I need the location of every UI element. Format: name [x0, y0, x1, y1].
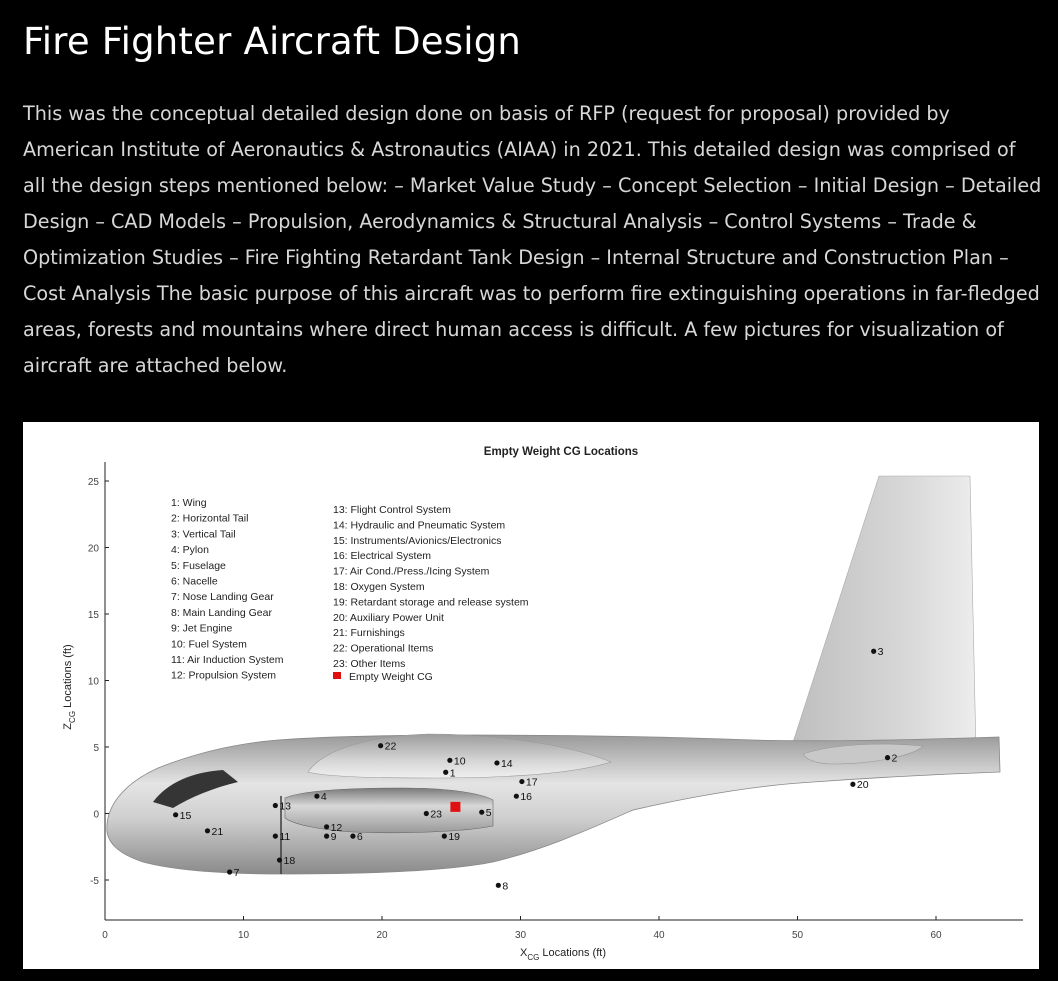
cg-point-label: 12	[330, 821, 343, 834]
cg-point-5	[479, 810, 484, 815]
cg-point-16	[514, 794, 519, 799]
y-axis-label	[62, 644, 77, 729]
empty-weight-cg-marker	[450, 802, 460, 812]
x-tick-label: 30	[514, 930, 527, 941]
cg-point-13	[273, 803, 278, 808]
cg-point-label: 14	[500, 757, 513, 770]
cg-point-7	[227, 869, 232, 874]
cg-point-label: 10	[453, 755, 466, 768]
legend-entry: 14: Hydraulic and Pneumatic System	[333, 519, 506, 532]
cg-point-label: 18	[283, 855, 296, 868]
legend-entry: 20: Auxiliary Power Unit	[333, 611, 444, 624]
cg-point-label: 3	[877, 646, 884, 659]
cg-point-17	[519, 779, 524, 784]
vertical-tail	[785, 476, 976, 767]
y-tick-label: 10	[87, 676, 99, 688]
cg-point-label: 9	[330, 831, 337, 844]
legend-entry: 1: Wing	[171, 497, 207, 509]
x-tick-label: 50	[791, 930, 804, 941]
cg-point-label: 5	[485, 807, 492, 820]
cg-point-14	[494, 760, 499, 765]
legend-cg-label: Empty Weight CG	[349, 671, 433, 683]
cg-point-9	[324, 834, 329, 839]
y-tick-label: 0	[93, 809, 99, 821]
legend-entry: 12: Propulsion System	[171, 669, 277, 682]
legend-entry: 8: Main Landing Gear	[171, 606, 272, 619]
cg-point-23	[424, 811, 429, 816]
cg-locations-figure	[23, 422, 1039, 969]
legend-entry: 19: Retardant storage and release system	[333, 596, 529, 609]
legend-entry: 4: Pylon	[171, 544, 209, 557]
x-tick-label: 10	[237, 930, 250, 941]
legend-entry: 2: Horizontal Tail	[171, 512, 249, 525]
y-tick-label: 20	[87, 543, 99, 555]
page-title: Fire Fighter Aircraft Design	[23, 20, 522, 63]
cg-point-label: 19	[448, 831, 461, 844]
cg-point-label: 13	[279, 800, 292, 813]
x-axis-label-rest: Locations (ft)	[539, 947, 606, 959]
x-axis-label-main: X	[520, 947, 528, 959]
cg-point-label: 2	[891, 752, 898, 765]
legend-entry: 3: Vertical Tail	[171, 528, 236, 541]
y-tick-label: 5	[93, 743, 99, 754]
legend-entry: 15: Instruments/Avionics/Electronics	[333, 534, 502, 547]
y-axis-label-main: Z	[62, 722, 74, 730]
x-axis-label-sub: CG	[527, 953, 540, 962]
legend-entry: 13: Flight Control System	[333, 504, 451, 516]
cg-point-label: 6	[356, 831, 363, 844]
cg-point-8	[496, 883, 501, 888]
y-tick-label: 15	[87, 610, 99, 621]
legend	[171, 497, 529, 683]
cg-point-12	[324, 824, 329, 829]
cg-point-2	[885, 755, 890, 760]
legend-entry: 7: Nose Landing Gear	[171, 591, 274, 604]
cg-point-4	[314, 794, 319, 799]
cg-point-label: 22	[384, 740, 397, 753]
cg-point-label: 17	[525, 776, 538, 789]
legend-entry: 6: Nacelle	[171, 575, 218, 588]
y-axis-label-rest: Locations (ft)	[62, 644, 74, 711]
page-description: This was the conceptual detailed design done on basis of RFP (request for proposal) provided by American Institute of Aeronautics & Astronautics (AIAA) in 2021. This detailed design was comprised of all the design steps mentioned below: – Market Value Study – Concept Selection – Initial Design – Detailed Design – CAD Models – Propulsion, Aerodynamics & Structural Analysis – Control Systems – Trade & Optimization Studies – Fire Fighting Retardant Tank Design – Internal Structure and Construction Plan – Cost Analysis The basic purpose of this aircraft was to perform fire extinguishing operations in far-fledged areas, forests and mountains where direct human access is difficult. A few pictures for visualization of aircraft are attached below.	[23, 102, 1042, 377]
x-tick-label: 40	[653, 930, 665, 941]
legend-entry: 5: Fuselage	[171, 559, 226, 572]
cg-point-10	[447, 758, 452, 763]
legend-entry: 16: Electrical System	[333, 550, 432, 563]
cg-point-21	[205, 828, 210, 833]
cg-point-20	[850, 782, 855, 787]
legend-cg-marker	[333, 672, 341, 679]
cg-point-19	[442, 834, 447, 839]
cg-point-label: 20	[856, 779, 869, 792]
x-axis-label	[520, 947, 606, 962]
cg-point-label: 21	[211, 825, 224, 838]
figure-title: Empty Weight CG Locations	[483, 446, 639, 458]
cg-point-label: 16	[520, 791, 533, 804]
x-tick-label: 60	[930, 930, 942, 941]
cg-point-6	[350, 834, 355, 839]
cg-point-3	[871, 649, 876, 654]
cg-point-15	[173, 812, 178, 817]
y-axis-label-sub: CG	[68, 710, 77, 723]
cg-point-label: 11	[279, 831, 291, 844]
cg-point-label: 15	[179, 809, 192, 822]
legend-entry: 9: Jet Engine	[171, 622, 233, 635]
legend-entry: 22: Operational Items	[333, 642, 434, 655]
x-tick-label: 20	[376, 930, 388, 941]
cg-point-11	[273, 834, 278, 839]
cg-point-label: 4	[320, 791, 327, 804]
cg-point-1	[443, 770, 448, 775]
legend-entry: 17: Air Cond./Press./Icing System	[333, 565, 490, 578]
cg-point-label: 1	[449, 767, 456, 780]
legend-entry: 11: Air Induction System	[171, 654, 284, 666]
y-tick-label: -5	[90, 876, 99, 887]
cg-chart-svg	[23, 422, 1039, 969]
cg-point-label: 8	[502, 880, 509, 893]
cg-point-22	[378, 743, 383, 748]
cg-point-label: 7	[233, 867, 240, 880]
x-tick-label: 0	[102, 930, 108, 941]
cg-point-label: 23	[430, 808, 443, 821]
cg-point-18	[277, 857, 282, 862]
legend-entry: 18: Oxygen System	[333, 581, 425, 593]
y-tick-label: 25	[87, 477, 99, 488]
legend-entry: 21: Furnishings	[333, 627, 405, 640]
legend-entry: 23: Other Items	[333, 658, 406, 670]
legend-entry: 10: Fuel System	[171, 638, 247, 651]
